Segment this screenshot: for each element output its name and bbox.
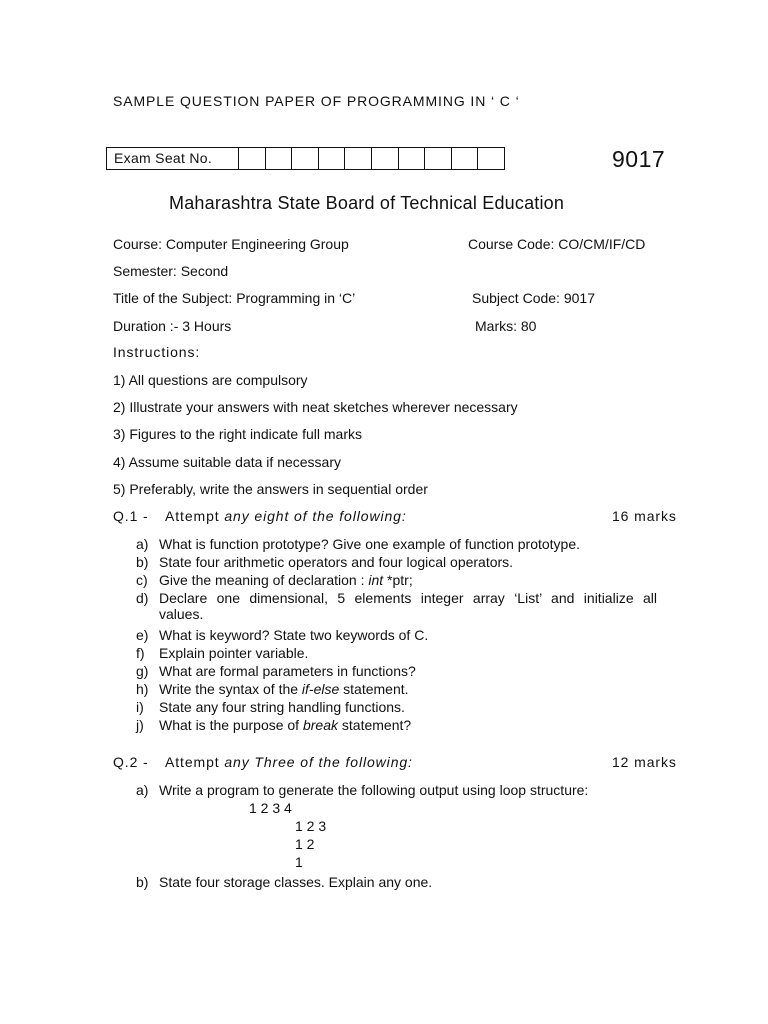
item-text-code: int (368, 572, 384, 588)
question-item (136, 717, 411, 733)
seat-label: Exam Seat No. (107, 148, 239, 169)
paper-code: 9017 (612, 146, 666, 172)
item-label: c) (136, 572, 148, 588)
instruction-item: 2) Illustrate your answers with neat sketches wherever necessary (113, 399, 518, 415)
question-item (136, 645, 308, 661)
item-text-post: statement. (339, 681, 409, 697)
q2-number: Q.2 - (113, 754, 149, 770)
q1-marks: 16 marks (612, 508, 677, 524)
instruction-item: 3) Figures to the right indicate full marks (113, 426, 362, 442)
course-code: Course Code: CO/CM/IF/CD (468, 236, 646, 252)
seat-cell[interactable] (372, 148, 399, 169)
item-label: a) (136, 536, 149, 552)
item-text-code: break (302, 717, 338, 733)
seat-cell[interactable] (399, 148, 426, 169)
item-label: a) (136, 782, 149, 798)
q1-directive: any eight of the following: (224, 508, 407, 524)
question-item (136, 536, 580, 552)
total-marks: Marks: 80 (475, 318, 537, 334)
q2-lead: Attempt (165, 754, 220, 770)
item-text: Write a program to generate the following output using loop structure: (159, 782, 589, 798)
item-text-pre: Give the meaning of declaration : (159, 572, 369, 588)
q1-heading (165, 508, 407, 524)
item-text-post: statement? (338, 717, 412, 733)
item-text: Explain pointer variable. (159, 645, 309, 661)
pattern-line: 1 (295, 854, 303, 870)
seat-cell[interactable] (452, 148, 479, 169)
item-text-pre: What is the purpose of (159, 717, 303, 733)
question-item (136, 681, 409, 697)
seat-cell[interactable] (239, 148, 266, 169)
q2-heading (165, 754, 413, 770)
item-text (159, 717, 411, 733)
instruction-item: 1) All questions are compulsory (113, 372, 308, 388)
item-label: h) (136, 681, 149, 697)
item-text: Declare one dimensional, 5 elements integer array ‘List’ and initialize all (159, 590, 657, 606)
item-label: d) (136, 590, 149, 606)
question-item (136, 699, 405, 715)
item-text: What are formal parameters in functions? (159, 663, 416, 679)
question-item (136, 627, 428, 643)
duration: Duration :- 3 Hours (113, 318, 232, 334)
item-text: State any four string handling functions. (159, 699, 405, 715)
q2-marks: 12 marks (612, 754, 677, 770)
seat-cell[interactable] (292, 148, 319, 169)
instruction-item: 4) Assume suitable data if necessary (113, 454, 342, 470)
exam-seat-table (106, 147, 505, 170)
seat-cell[interactable] (425, 148, 452, 169)
seat-cell[interactable] (266, 148, 293, 169)
question-item (136, 572, 413, 588)
item-text-post: *ptr; (383, 572, 413, 588)
item-text: State four arithmetic operators and four logical operators. (159, 554, 514, 570)
question-item (136, 554, 513, 570)
course: Course: Computer Engineering Group (113, 236, 349, 252)
item-text-pre: Write the syntax of the (159, 681, 302, 697)
instruction-item: 5) Preferably, write the answers in sequential order (113, 481, 428, 497)
item-label: i) (136, 699, 144, 715)
item-label: e) (136, 627, 149, 643)
pattern-line: 1 2 3 4 (249, 800, 292, 816)
q2-directive: any Three of the following: (224, 754, 413, 770)
item-text-code: if-else (301, 681, 340, 697)
item-text: What is function prototype? Give one example of function prototype. (159, 536, 581, 552)
question-item (136, 663, 416, 679)
item-label: g) (136, 663, 149, 679)
item-label: b) (136, 874, 149, 890)
question-item (136, 874, 432, 890)
semester: Semester: Second (113, 263, 229, 279)
item-label: j) (136, 717, 144, 733)
sample-paper-title: SAMPLE QUESTION PAPER OF PROGRAMMING IN ‘ C ‘ (113, 93, 520, 109)
pattern-line: 1 2 3 (295, 818, 327, 834)
item-text: State four storage classes. Explain any one. (159, 874, 433, 890)
item-label: b) (136, 554, 149, 570)
subject-code: Subject Code: 9017 (472, 290, 595, 306)
item-text: What is keyword? State two keywords of C. (159, 627, 429, 643)
item-text-continued: values. (159, 606, 204, 622)
question-item (136, 590, 661, 622)
seat-cell[interactable] (319, 148, 346, 169)
board-title: Maharashtra State Board of Technical Education (169, 193, 565, 213)
subject-title: Title of the Subject: Programming in ‘C’ (113, 290, 356, 306)
seat-cell[interactable] (478, 148, 504, 169)
item-label: f) (136, 645, 145, 661)
pattern-line: 1 2 (295, 836, 315, 852)
question-item (136, 782, 588, 798)
item-text (159, 572, 413, 588)
seat-cell[interactable] (345, 148, 372, 169)
instructions-heading: Instructions: (113, 344, 201, 360)
q1-lead: Attempt (165, 508, 220, 524)
q1-number: Q.1 - (113, 508, 149, 524)
item-text (159, 681, 409, 697)
